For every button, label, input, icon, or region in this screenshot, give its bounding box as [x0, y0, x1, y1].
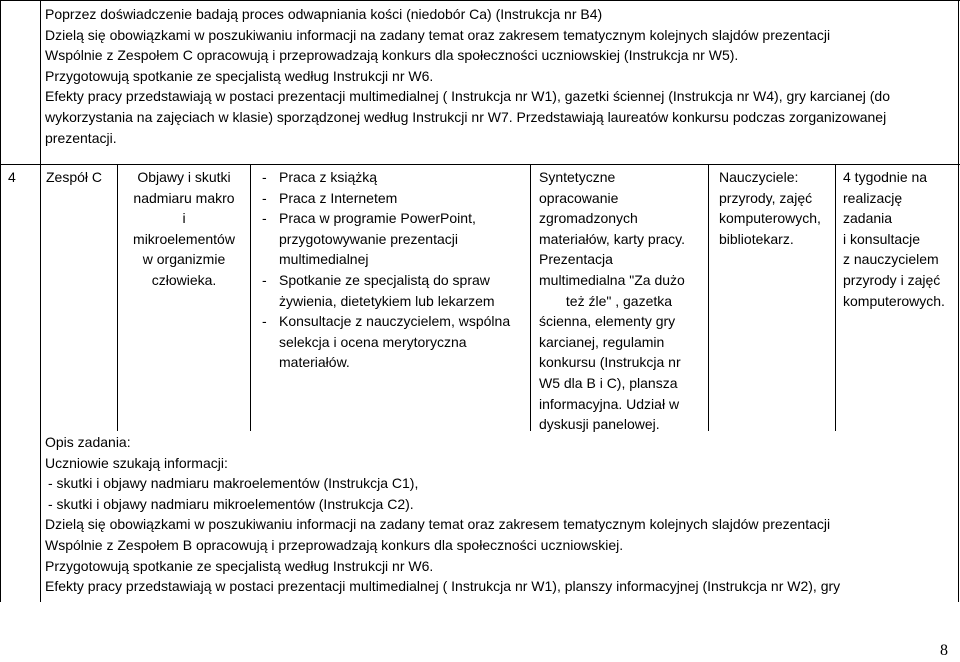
topic-line: człowieka. [151, 271, 217, 288]
method-item: - Praca w programie PowerPoint, [262, 210, 476, 227]
time-line: zadania [843, 210, 893, 227]
method-item: - Konsultacje z nauczycielem, wspólna [262, 313, 511, 330]
time-line: realizację [843, 189, 903, 206]
text-line: Wspólnie z Zespołem C opracowują i przeprowadzają konkurs dla społeczności uczniowskiej (Instrukcja nr W5). [45, 47, 739, 64]
column-divider-number [40, 0, 41, 602]
topic-cell [118, 167, 250, 291]
result-line: konkursu (Instrukcja nr [539, 354, 681, 371]
teachers-line: bibliotekarz. [719, 230, 794, 247]
result-line: karcianej, regulamin [539, 333, 665, 350]
column-divider-results [708, 164, 709, 431]
text-line: Dzielą się obowiązkami w poszukiwaniu informacji na zadany temat oraz zakresem tematycznym kolejnych slajdów prezentacji [45, 26, 831, 43]
topic-line: w organizmie [142, 251, 226, 268]
time-line: z nauczycielem [843, 251, 939, 268]
teachers-line: Nauczyciele: [719, 169, 799, 185]
result-line: materiałów, karty pracy. [539, 230, 686, 247]
description-line: - skutki i objawy nadmiaru mikroelementów (Instrukcja C2). [48, 495, 414, 512]
result-line: multimedialna "Za dużo [539, 271, 685, 288]
top-cell-text [45, 4, 890, 148]
description-line: Efekty pracy przedstawiają w postaci prezentacji multimedialnej ( Instrukcja nr W1), planszy informacyjnej (Instrukcja nr W2), gry [45, 578, 841, 595]
text-line: Efekty pracy przedstawiają w postaci prezentacji multimedialnej ( Instrukcja nr W1), gazetki ściennej (Instrukcja nr W4), gry karcianej (do [45, 88, 890, 105]
result-line: dyskusji panelowej. [539, 416, 660, 433]
table-border-top [0, 0, 960, 1]
column-divider-methods [530, 164, 531, 431]
topic-line: Objawy i skutki [137, 169, 231, 185]
results-cell [539, 167, 699, 435]
result-line: Syntetyczne [539, 169, 616, 185]
time-line: 4 tygodnie na [843, 169, 928, 185]
time-line: przyrody i zajęć [843, 271, 941, 288]
teachers-cell [719, 167, 821, 249]
description-line: Dzielą się obowiązkami w poszukiwaniu informacji na zadany temat oraz zakresem tematycznym kolejnych slajdów prezentacji [45, 516, 831, 533]
method-item: - Spotkanie ze specjalistą do spraw [262, 271, 490, 288]
result-line: zgromadzonych [539, 210, 638, 227]
result-line: W5 dla B i C), plansza [539, 374, 678, 391]
row-divider [0, 164, 960, 165]
method-item: - Praca z książką [262, 169, 378, 185]
method-item: przygotowywanie prezentacji [279, 230, 458, 247]
text-line: prezentacji. [45, 129, 117, 146]
result-line: też źle" , gazetka [565, 292, 673, 309]
topic-line: nadmiaru makro [133, 189, 235, 206]
topic-line: mikroelementów [133, 230, 235, 247]
text-line: Poprzez doświadczenie badają proces odwapniania kości (niedobór Ca) (Instrukcja nr B4) [45, 6, 603, 22]
description-line: Opis zadania: [45, 434, 131, 450]
method-item: żywienia, dietetykiem lub lekarzem [279, 292, 495, 309]
methods-cell [262, 167, 510, 373]
column-divider-topic [250, 164, 251, 431]
method-item: multimedialnej [279, 251, 369, 268]
column-divider-teachers [835, 164, 836, 431]
method-item: - Praca z Internetem [262, 189, 398, 206]
table-border-right [958, 0, 959, 602]
text-line: Przygotowują spotkanie ze specjalistą według Instrukcji nr W6. [45, 67, 434, 84]
table-border-left [0, 0, 1, 602]
teachers-line: komputerowych, [719, 210, 821, 227]
page-number: 8 [940, 642, 948, 659]
description-line: Wspólnie z Zespołem B opracowują i przeprowadzają konkurs dla społeczności uczniowskiej. [45, 536, 624, 553]
time-cell [843, 167, 945, 311]
time-line: i konsultacje [843, 230, 921, 247]
team-name: Zespół C [46, 169, 103, 185]
text-line: wykorzystania na zajęciach w klasie) sporządzonej według Instrukcji nr W7. Przedstawiają laureatów konkursu podczas zorganizowanej [45, 108, 887, 125]
row-number: 4 [8, 169, 16, 185]
teachers-line: przyrody, zajęć [719, 189, 813, 206]
method-item: materiałów. [279, 354, 350, 371]
result-line: opracowanie [539, 189, 619, 206]
time-line: komputerowych. [843, 292, 945, 309]
description-line: Uczniowie szukają informacji: [45, 454, 228, 471]
method-item: selekcja i ocena merytoryczna [279, 333, 467, 350]
result-line: ścienna, elementy gry [539, 313, 676, 330]
result-line: Prezentacja [539, 251, 613, 268]
description-line: - skutki i objawy nadmiaru makroelementów (Instrukcja C1), [48, 475, 419, 492]
topic-line: i [182, 210, 186, 227]
result-line: informacyjna. Udział w [539, 395, 680, 412]
description-line: Przygotowują spotkanie ze specjalistą według Instrukcji nr W6. [45, 557, 434, 574]
task-description [45, 432, 840, 597]
